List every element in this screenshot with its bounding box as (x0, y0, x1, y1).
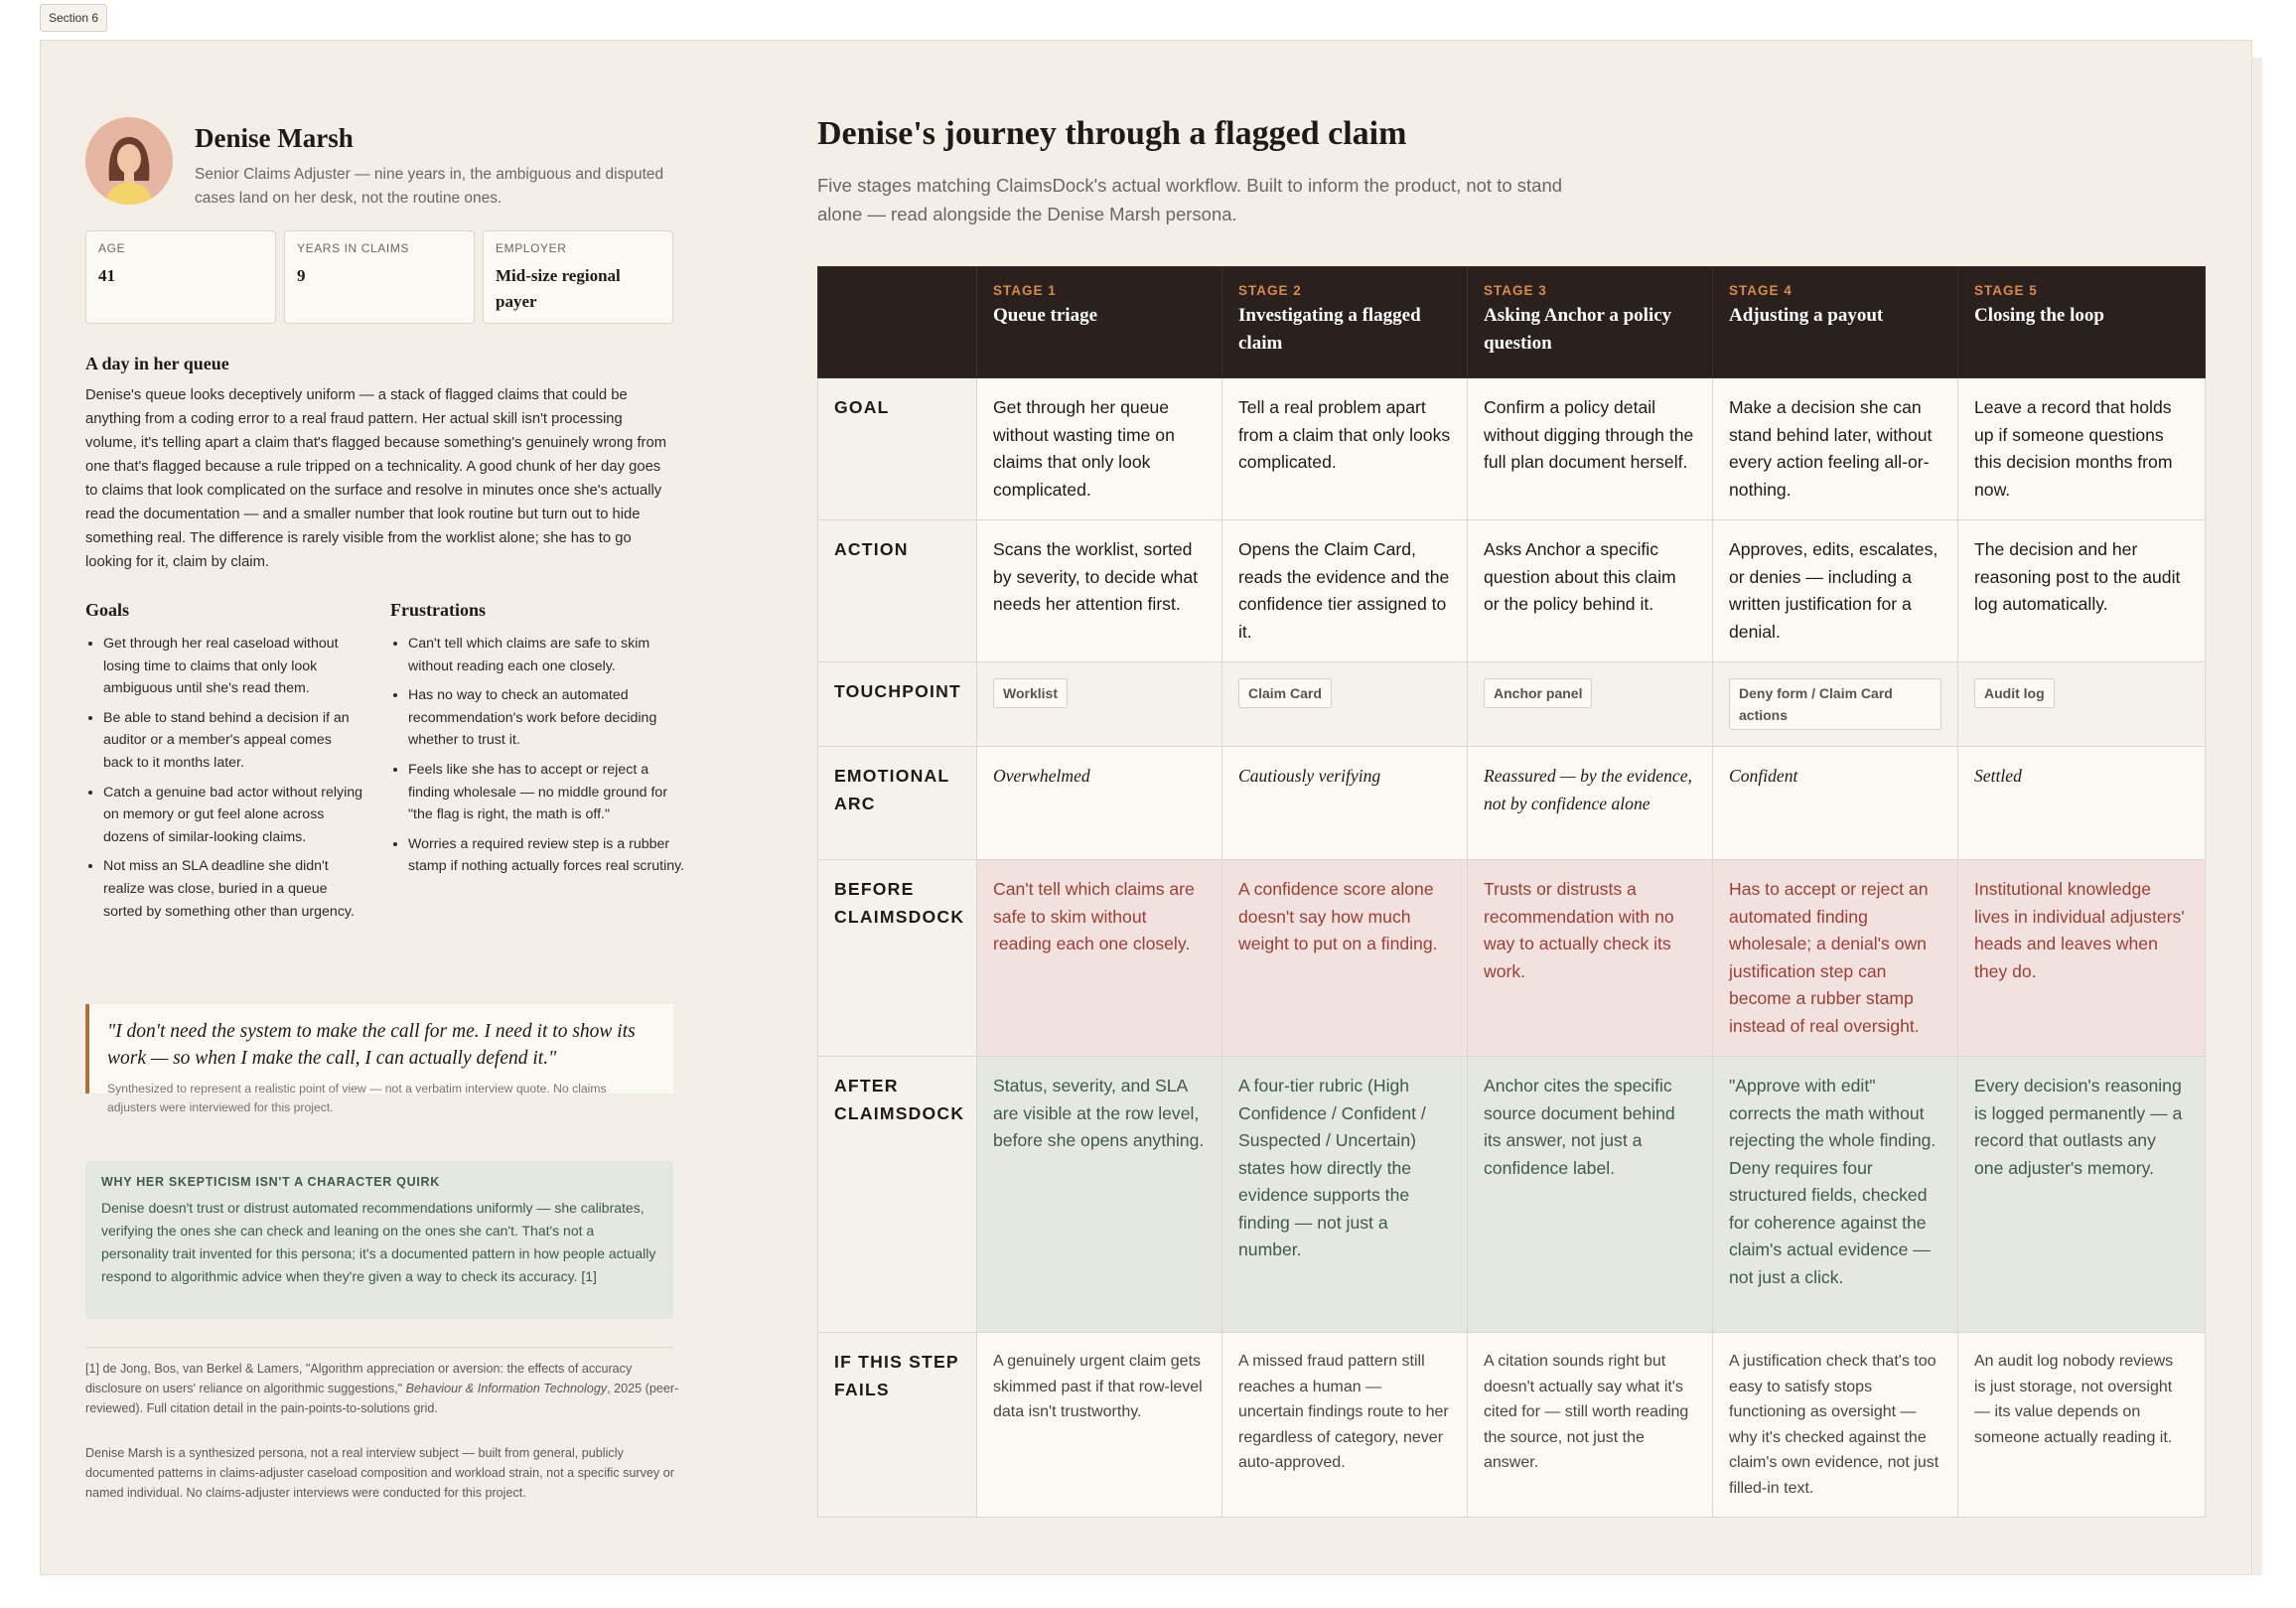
table-cell: Settled (1958, 747, 2206, 860)
persona-stats (85, 230, 673, 324)
stat-value: 9 (297, 266, 306, 285)
citation-footnote (85, 1359, 681, 1418)
table-cell: Can't tell which claims are safe to skim without reading each one closely. (977, 860, 1222, 1057)
table-cell (1958, 662, 2206, 747)
table-cell: Overwhelmed (977, 747, 1222, 860)
frustrations-list (390, 633, 688, 885)
goals-title: Goals (85, 600, 130, 620)
skepticism-title: WHY HER SKEPTICISM ISN'T A CHARACTER QUIRK (101, 1175, 440, 1189)
frustration-item: • Feels like she has to accept or reject a finding wholesale — no middle ground for "the flag is right, the math is off." (408, 759, 688, 826)
stage-title: Adjusting a payout (1729, 305, 1884, 326)
table-cell: A citation sounds right but doesn't actually say what it's cited for — still worth reading the source, not just the answer. (1468, 1333, 1713, 1518)
day-body: Denise's queue looks deceptively uniform — a stack of flagged claims that could be anything from a coding error to a real fraud pattern. Her actual skill isn't processing volume, it's telling apart a claim that's flagged because something's genuinely wrong from one that's flagged because a rule tripped on a technicality. A good chunk of her day goes to claims that look complicated on the surface and resolve in minutes once she's actually read the documentation — and a smaller number that look routine but turn out to hide something real. The difference is rarely visible from the worklist alone; she has to go looking for it, claim by claim. (85, 387, 667, 570)
journey-map-table (817, 266, 2206, 1518)
row-before (818, 860, 2206, 1057)
row-goal (818, 378, 2206, 520)
table-cell: A confidence score alone doesn't say how much weight to put on a finding. (1222, 860, 1468, 1057)
stat-label: YEARS IN CLAIMS (297, 241, 410, 255)
corner-cell (818, 267, 977, 378)
stage-kicker: STAGE 3 (1484, 283, 1547, 298)
frustration-item: • Can't tell which claims are safe to skim without reading each one closely. (408, 633, 688, 677)
stage-header (1958, 267, 2206, 378)
section-label: Section 6 (40, 4, 107, 32)
stat-employer (483, 230, 673, 324)
persona-name: Denise Marsh (195, 123, 354, 153)
stage-header (1468, 267, 1713, 378)
row-touchpoint (818, 662, 2206, 747)
avatar-illustration-icon (85, 117, 173, 205)
persona-quote (85, 1004, 673, 1114)
row-label: GOAL (818, 378, 977, 520)
persona-panel (85, 117, 685, 1500)
table-cell: Tell a real problem apart from a claim that only looks complicated. (1222, 378, 1468, 520)
quote-text: "I don't need the system to make the call for me. I need it to show its work — so when I make the call, I can actually defend it." (107, 1021, 636, 1069)
footnote-text: , 2025 (peer-reviewed). Full citation detail in the pain-points-to-solutions grid. (85, 1382, 679, 1415)
row-label: TOUCHPOINT (818, 662, 977, 747)
frustration-item: • Has no way to check an automated recommendation's work before deciding whether to trust it. (408, 684, 688, 752)
stat-age (85, 230, 276, 324)
table-cell: Leave a record that holds up if someone questions this decision months from now. (1958, 378, 2206, 520)
goal-item: • Get through her real caseload without losing time to claims that only look ambiguous until she's read them. (103, 633, 363, 700)
stage-kicker: STAGE 1 (993, 283, 1057, 298)
stage-kicker: STAGE 2 (1238, 283, 1302, 298)
skepticism-body: Denise doesn't trust or distrust automated recommendations uniformly — she calibrates, verifying the ones she can check and leaning on the ones she can't. That's not a personality trait invented for this persona; it's a documented pattern in how people actually respond to algorithmic advice when they're given a way to check its accuracy. [1] (101, 1200, 656, 1284)
stat-value: Mid-size regional payer (496, 266, 621, 311)
table-cell: Cautiously verifying (1222, 747, 1468, 860)
footer-divider (85, 1347, 673, 1348)
stage-header (1222, 267, 1468, 378)
stage-title: Asking Anchor a policy question (1484, 305, 1672, 354)
goal-item: • Be able to stand behind a decision if an auditor or a member's appeal comes back to it months later. (103, 707, 363, 775)
table-cell: "Approve with edit" corrects the math without rejecting the whole finding. Deny requires four structured fields, checked for coherence against the claim's actual evidence — not just a click. (1713, 1057, 1958, 1333)
journey-subtitle: Five stages matching ClaimsDock's actual workflow. Built to inform the product, not to stand alone — read alongside the Denise Marsh persona. (817, 175, 1563, 224)
quote-note: Synthesized to represent a realistic point of view — not a verbatim interview quote. No claims adjusters were interviewed for this project. (107, 1082, 607, 1114)
journey-title: Denise's journey through a flagged claim (817, 115, 1407, 152)
table-cell: An audit log nobody reviews is just storage, not oversight — its value depends on someone actually reading it. (1958, 1333, 2206, 1518)
table-cell: A genuinely urgent claim gets skimmed past if that row-level data isn't trustworthy. (977, 1333, 1222, 1518)
day-title: A day in her queue (85, 354, 229, 373)
row-label: IF THIS STEP FAILS (818, 1333, 977, 1518)
table-cell: Scans the worklist, sorted by severity, to decide what needs her attention first. (977, 520, 1222, 662)
card-edge (2252, 58, 2262, 1575)
row-label: ACTION (818, 520, 977, 662)
stage-kicker: STAGE 4 (1729, 283, 1793, 298)
table-cell: A justification check that's too easy to satisfy stops functioning as oversight — why it's checked against the claim's own evidence, not just filled-in text. (1713, 1333, 1958, 1518)
stage-kicker: STAGE 5 (1974, 283, 2038, 298)
table-cell: Get through her queue without wasting time on claims that only look complicated. (977, 378, 1222, 520)
goal-item: • Not miss an SLA deadline she didn't realize was close, buried in a queue sorted by something other than urgency. (103, 855, 363, 923)
table-cell (1468, 662, 1713, 747)
table-cell: Status, severity, and SLA are visible at the row level, before she opens anything. (977, 1057, 1222, 1333)
frustrations-title: Frustrations (390, 600, 486, 620)
touchpoint-chip: Claim Card (1238, 678, 1332, 708)
stage-header (977, 267, 1222, 378)
table-cell: Has to accept or reject an automated finding wholesale; a denial's own justification step can become a rubber stamp instead of real oversight. (1713, 860, 1958, 1057)
touchpoint-chip: Deny form / Claim Card actions (1729, 678, 1941, 730)
table-cell: Approves, edits, escalates, or denies — including a written justification for a denial. (1713, 520, 1958, 662)
table-cell (1713, 662, 1958, 747)
row-emotional-arc (818, 747, 2206, 860)
stat-label: AGE (98, 241, 126, 255)
table-cell: A four-tier rubric (High Confidence / Confident / Suspected / Uncertain) states how directly the evidence supports the finding — not just a number. (1222, 1057, 1468, 1333)
table-cell: Confident (1713, 747, 1958, 860)
goal-item: • Catch a genuine bad actor without relying on memory or gut feel alone across dozens of similar-looking claims. (103, 782, 363, 849)
stage-title: Queue triage (993, 305, 1098, 326)
table-cell (977, 662, 1222, 747)
stat-label: EMPLOYER (496, 241, 567, 255)
row-label: AFTER CLAIMSDOCK (818, 1057, 977, 1333)
footnote-journal: Behaviour & Information Technology (405, 1382, 608, 1395)
footnote-text: [1] de Jong, Bos, van Berkel & Lamers, "Algorithm appreciation or aversion: the effects of accuracy disclosure on users' reliance on algorithmic suggestions," (85, 1362, 633, 1395)
row-action (818, 520, 2206, 662)
stage-title: Investigating a flagged claim (1238, 305, 1421, 354)
stage-header (1713, 267, 1958, 378)
table-cell: Reassured — by the evidence, not by confidence alone (1468, 747, 1713, 860)
table-cell: A missed fraud pattern still reaches a human — uncertain findings route to her regardless of category, never auto-approved. (1222, 1333, 1468, 1518)
stage-header-row (818, 267, 2206, 378)
persona-disclaimer: Denise Marsh is a synthesized persona, not a real interview subject — built from general, publicly documented patterns in claims-adjuster caseload composition and workload strain, not a specific survey or named individual. No claims-adjuster interviews were conducted for this project. (85, 1446, 674, 1500)
row-label: EMOTIONAL ARC (818, 747, 977, 860)
goals-list (85, 633, 363, 930)
row-after (818, 1057, 2206, 1333)
avatar (85, 117, 173, 205)
table-cell: Trusts or distrusts a recommendation with no way to actually check its work. (1468, 860, 1713, 1057)
row-label: BEFORE CLAIMSDOCK (818, 860, 977, 1057)
stat-years (284, 230, 475, 324)
skepticism-callout (85, 1161, 673, 1319)
table-cell: Institutional knowledge lives in individual adjusters' heads and leaves when they do. (1958, 860, 2206, 1057)
stage-title: Closing the loop (1974, 305, 2104, 326)
stat-value: 41 (98, 266, 115, 285)
persona-header (85, 117, 673, 226)
table-cell: Every decision's reasoning is logged permanently — a record that outlasts any one adjuster's memory. (1958, 1057, 2206, 1333)
table-cell (1222, 662, 1468, 747)
table-cell: Opens the Claim Card, reads the evidence and the confidence tier assigned to it. (1222, 520, 1468, 662)
touchpoint-chip: Audit log (1974, 678, 2055, 708)
frustration-item: • Worries a required review step is a rubber stamp if nothing actually forces real scrutiny. (408, 833, 688, 878)
touchpoint-chip: Anchor panel (1484, 678, 1592, 708)
row-if-fails (818, 1333, 2206, 1518)
table-cell: Anchor cites the specific source document behind its answer, not just a confidence label. (1468, 1057, 1713, 1333)
persona-role: Senior Claims Adjuster — nine years in, the ambiguous and disputed cases land on her desk, not the routine ones. (195, 166, 664, 207)
table-cell: Make a decision she can stand behind later, without every action feeling all-or-nothing. (1713, 378, 1958, 520)
table-cell: Confirm a policy detail without digging through the full plan document herself. (1468, 378, 1713, 520)
table-cell: Asks Anchor a specific question about this claim or the policy behind it. (1468, 520, 1713, 662)
table-cell: The decision and her reasoning post to the audit log automatically. (1958, 520, 2206, 662)
touchpoint-chip: Worklist (993, 678, 1068, 708)
